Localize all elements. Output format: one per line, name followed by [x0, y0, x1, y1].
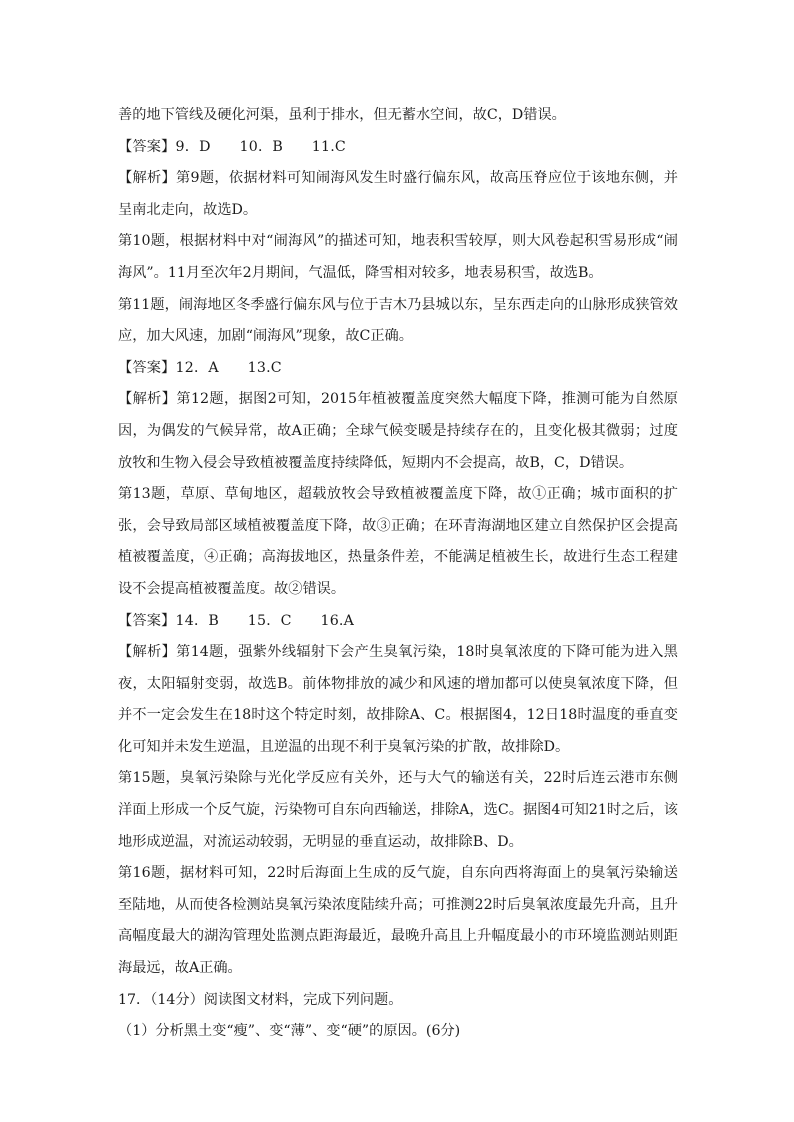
- analysis-q10: 第10题，根据材料中对“闹海风”的描述可知，地表积雪较厚，则大风卷起积雪易形成“闹海风”。11月至次年2月期间，气温低，降雪相对较多，地表易积雪，故选B。: [118, 233, 678, 281]
- analysis-q13: 第13题，草原、草甸地区，超载放牧会导致植被覆盖度下降，故①正确；城市面积的扩张，会导致局部区域植被覆盖度下降，故③正确；在环青海湖地区建立自然保护区会提高植被覆盖度，④正确；高海拔地区，热量条件差，不能满足植被生长，故进行生态工程建设不会提高植被覆盖度。故②错误。: [118, 486, 678, 597]
- analysis-q11: 第11题，闹海地区冬季盛行偏东风与位于吉木乃县城以东，呈东西走向的山脉形成狭管效应，加大风速，加剧“闹海风”现象，故C正确。: [118, 296, 678, 345]
- question-17-heading: 17．（14分）阅读图文材料，完成下列问题。: [118, 991, 403, 1008]
- analysis-q16: 第16题，据材料可知，22时后海面上生成的反气旋，自东向西将海面上的臭氧污染输送至陆地，从而使各检测站臭氧污染浓度陆续升高；可推测22时后臭氧浓度最先升高，且升高幅度最大的湖沟管理处监测点距海最近，最晚升高且上升幅度最小的市环境监测站则距海最远，故A正确。: [118, 865, 678, 977]
- analysis-q14: 【解析】第14题，强紫外线辐射下会产生臭氧污染，18时臭氧浓度的下降可能为进入黑夜，太阳辐射变弱，故选B。前体物排放的减少和风速的增加都可以使臭氧浓度下降，但并不一定会发生在18时这个特定时刻，故排除A、C。根据图4，12日18时温度的垂直变化可知并未发生逆温，且逆温的出现不利于臭氧污染的扩散，故排除D。: [118, 644, 678, 755]
- analysis-q12: 【解析】第12题，据图2可知，2015年植被覆盖度突然大幅度下降，推测可能为自然原因，为偶发的气候异常，故A正确；全球气候变暖是持续存在的，且变化极其微弱；过度放牧和生物入侵会导致植被覆盖度持续降低，短期内不会提高，故B，C，D错误。: [118, 391, 678, 471]
- document-body: [118, 100, 678, 1048]
- paragraph-continuation: 善的地下管线及硬化河渠，虽利于排水，但无蓄水空间，故C，D错误。: [118, 107, 566, 123]
- answer-12-13: 【答案】12．A 13.C: [118, 359, 282, 376]
- answer-14-16: 【答案】14．B 15．C 16.A: [118, 612, 355, 629]
- analysis-q9: 【解析】第9题，依据材料可知闹海风发生时盛行偏东风，故高压脊应位于该地东侧，并呈南北走向，故选D。: [118, 170, 678, 218]
- answer-9-11: 【答案】9．D 10．B 11.C: [118, 138, 346, 155]
- question-17-part-1: （1）分析黑土变“瘦”、变“薄”、变“硬”的原因。(6分): [118, 1023, 461, 1040]
- analysis-q15: 第15题，臭氧污染除与光化学反应有关外，还与大气的输送有关，22时后连云港市东侧洋面上形成一个反气旋，污染物可自东向西输送，排除A，选C。据图4可知21时之后，该地形成逆温，对流运动较弱，无明显的垂直运动，故排除B、D。: [118, 770, 678, 850]
